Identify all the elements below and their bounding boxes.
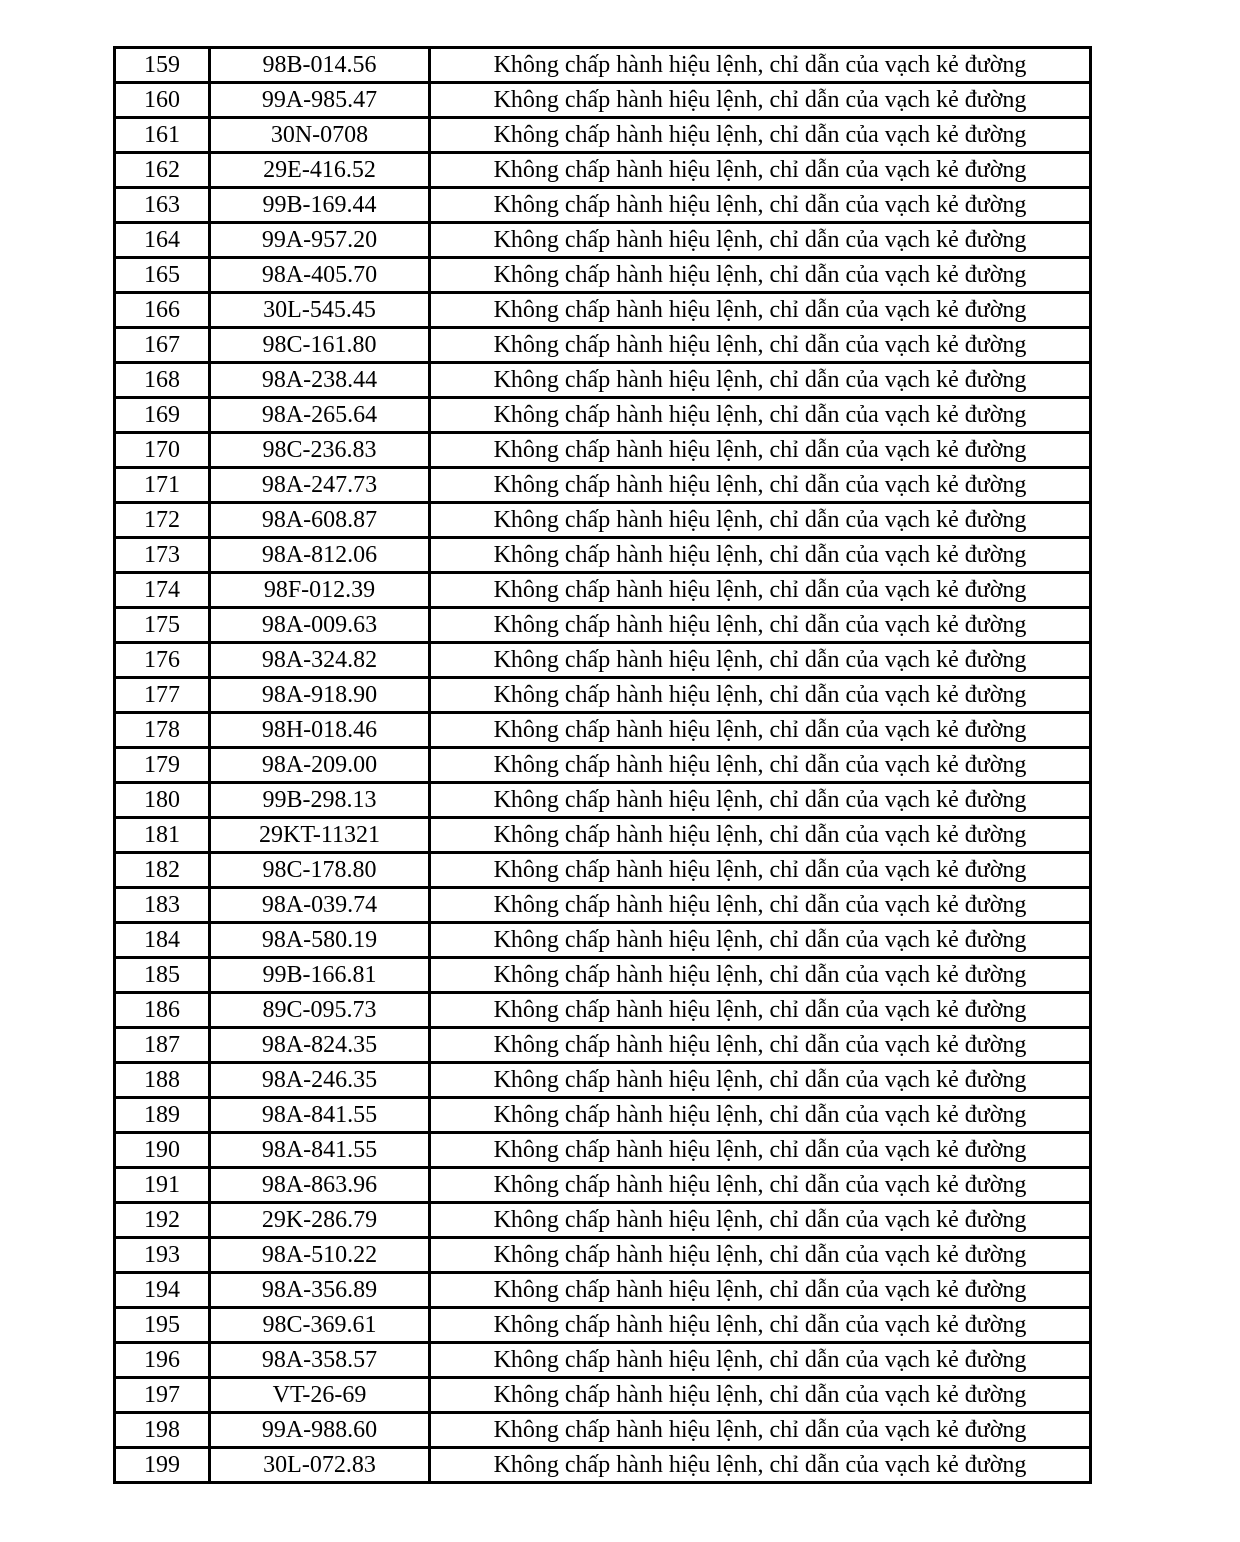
row-violation-cell: Không chấp hành hiệu lệnh, chỉ dẫn của vạch kẻ đường [430, 573, 1091, 608]
row-index-cell: 163 [115, 188, 210, 223]
table-row [115, 1308, 1091, 1343]
row-plate-cell: 89C-095.73 [210, 993, 430, 1028]
row-violation-cell: Không chấp hành hiệu lệnh, chỉ dẫn của vạch kẻ đường [430, 993, 1091, 1028]
row-violation-cell: Không chấp hành hiệu lệnh, chỉ dẫn của vạch kẻ đường [430, 958, 1091, 993]
row-violation-cell: Không chấp hành hiệu lệnh, chỉ dẫn của vạch kẻ đường [430, 258, 1091, 293]
row-violation-cell: Không chấp hành hiệu lệnh, chỉ dẫn của vạch kẻ đường [430, 293, 1091, 328]
table-row [115, 1273, 1091, 1308]
row-index-cell: 196 [115, 1343, 210, 1378]
row-violation-cell: Không chấp hành hiệu lệnh, chỉ dẫn của vạch kẻ đường [430, 1028, 1091, 1063]
row-plate-cell: 98A-324.82 [210, 643, 430, 678]
row-violation-cell: Không chấp hành hiệu lệnh, chỉ dẫn của vạch kẻ đường [430, 468, 1091, 503]
row-violation-cell: Không chấp hành hiệu lệnh, chỉ dẫn của vạch kẻ đường [430, 188, 1091, 223]
table-row [115, 1168, 1091, 1203]
row-violation-cell: Không chấp hành hiệu lệnh, chỉ dẫn của vạch kẻ đường [430, 1448, 1091, 1483]
row-plate-cell: 99B-166.81 [210, 958, 430, 993]
violation-table [113, 46, 1092, 1484]
row-plate-cell: 98A-510.22 [210, 1238, 430, 1273]
table-row [115, 328, 1091, 363]
table-row [115, 1063, 1091, 1098]
row-plate-cell: 30N-0708 [210, 118, 430, 153]
row-index-cell: 184 [115, 923, 210, 958]
table-row [115, 433, 1091, 468]
row-violation-cell: Không chấp hành hiệu lệnh, chỉ dẫn của vạch kẻ đường [430, 818, 1091, 853]
row-violation-cell: Không chấp hành hiệu lệnh, chỉ dẫn của vạch kẻ đường [430, 1238, 1091, 1273]
row-violation-cell: Không chấp hành hiệu lệnh, chỉ dẫn của vạch kẻ đường [430, 1413, 1091, 1448]
row-violation-cell: Không chấp hành hiệu lệnh, chỉ dẫn của vạch kẻ đường [430, 1273, 1091, 1308]
row-plate-cell: 99B-169.44 [210, 188, 430, 223]
row-index-cell: 168 [115, 363, 210, 398]
row-index-cell: 187 [115, 1028, 210, 1063]
row-index-cell: 167 [115, 328, 210, 363]
row-violation-cell: Không chấp hành hiệu lệnh, chỉ dẫn của vạch kẻ đường [430, 1098, 1091, 1133]
row-index-cell: 191 [115, 1168, 210, 1203]
row-violation-cell: Không chấp hành hiệu lệnh, chỉ dẫn của vạch kẻ đường [430, 118, 1091, 153]
row-index-cell: 198 [115, 1413, 210, 1448]
row-index-cell: 171 [115, 468, 210, 503]
row-plate-cell: 98A-918.90 [210, 678, 430, 713]
table-row [115, 853, 1091, 888]
table-row [115, 223, 1091, 258]
row-violation-cell: Không chấp hành hiệu lệnh, chỉ dẫn của vạch kẻ đường [430, 1343, 1091, 1378]
row-violation-cell: Không chấp hành hiệu lệnh, chỉ dẫn của vạch kẻ đường [430, 853, 1091, 888]
row-violation-cell: Không chấp hành hiệu lệnh, chỉ dẫn của vạch kẻ đường [430, 363, 1091, 398]
row-index-cell: 159 [115, 48, 210, 83]
row-plate-cell: 98A-405.70 [210, 258, 430, 293]
row-index-cell: 162 [115, 153, 210, 188]
table-row [115, 83, 1091, 118]
row-plate-cell: 30L-545.45 [210, 293, 430, 328]
row-index-cell: 189 [115, 1098, 210, 1133]
row-plate-cell: 98A-863.96 [210, 1168, 430, 1203]
row-index-cell: 173 [115, 538, 210, 573]
row-index-cell: 194 [115, 1273, 210, 1308]
row-plate-cell: 98A-009.63 [210, 608, 430, 643]
row-violation-cell: Không chấp hành hiệu lệnh, chỉ dẫn của vạch kẻ đường [430, 748, 1091, 783]
table-row [115, 993, 1091, 1028]
row-plate-cell: 29KT-11321 [210, 818, 430, 853]
row-index-cell: 183 [115, 888, 210, 923]
row-violation-cell: Không chấp hành hiệu lệnh, chỉ dẫn của vạch kẻ đường [430, 223, 1091, 258]
row-plate-cell: 98C-236.83 [210, 433, 430, 468]
row-plate-cell: 98A-356.89 [210, 1273, 430, 1308]
row-violation-cell: Không chấp hành hiệu lệnh, chỉ dẫn của vạch kẻ đường [430, 1308, 1091, 1343]
row-plate-cell: 98F-012.39 [210, 573, 430, 608]
row-violation-cell: Không chấp hành hiệu lệnh, chỉ dẫn của vạch kẻ đường [430, 48, 1091, 83]
row-index-cell: 179 [115, 748, 210, 783]
table-row [115, 363, 1091, 398]
table-row [115, 678, 1091, 713]
row-plate-cell: 98C-161.80 [210, 328, 430, 363]
row-index-cell: 170 [115, 433, 210, 468]
table-row [115, 1203, 1091, 1238]
row-plate-cell: 98A-824.35 [210, 1028, 430, 1063]
row-index-cell: 188 [115, 1063, 210, 1098]
row-violation-cell: Không chấp hành hiệu lệnh, chỉ dẫn của vạch kẻ đường [430, 608, 1091, 643]
row-plate-cell: 98A-812.06 [210, 538, 430, 573]
row-plate-cell: 98B-014.56 [210, 48, 430, 83]
table-row [115, 573, 1091, 608]
row-violation-cell: Không chấp hành hiệu lệnh, chỉ dẫn của vạch kẻ đường [430, 643, 1091, 678]
row-plate-cell: 99B-298.13 [210, 783, 430, 818]
row-index-cell: 161 [115, 118, 210, 153]
table-row [115, 188, 1091, 223]
row-plate-cell: 98A-580.19 [210, 923, 430, 958]
table-row [115, 118, 1091, 153]
row-index-cell: 185 [115, 958, 210, 993]
row-index-cell: 192 [115, 1203, 210, 1238]
row-index-cell: 197 [115, 1378, 210, 1413]
row-index-cell: 169 [115, 398, 210, 433]
row-plate-cell: 98H-018.46 [210, 713, 430, 748]
table-row [115, 713, 1091, 748]
row-index-cell: 181 [115, 818, 210, 853]
row-index-cell: 175 [115, 608, 210, 643]
table-row [115, 48, 1091, 83]
violation-table-body [115, 48, 1091, 1483]
table-row [115, 923, 1091, 958]
row-plate-cell: 29E-416.52 [210, 153, 430, 188]
row-index-cell: 180 [115, 783, 210, 818]
row-violation-cell: Không chấp hành hiệu lệnh, chỉ dẫn của vạch kẻ đường [430, 678, 1091, 713]
row-violation-cell: Không chấp hành hiệu lệnh, chỉ dẫn của vạch kẻ đường [430, 1063, 1091, 1098]
row-plate-cell: 98A-265.64 [210, 398, 430, 433]
row-plate-cell: 99A-957.20 [210, 223, 430, 258]
row-violation-cell: Không chấp hành hiệu lệnh, chỉ dẫn của vạch kẻ đường [430, 888, 1091, 923]
table-row [115, 1133, 1091, 1168]
table-row [115, 1098, 1091, 1133]
row-plate-cell: 99A-985.47 [210, 83, 430, 118]
table-row [115, 1343, 1091, 1378]
table-row [115, 783, 1091, 818]
table-row [115, 1028, 1091, 1063]
row-plate-cell: 98A-209.00 [210, 748, 430, 783]
row-index-cell: 193 [115, 1238, 210, 1273]
table-row [115, 258, 1091, 293]
row-plate-cell: VT-26-69 [210, 1378, 430, 1413]
row-plate-cell: 98A-358.57 [210, 1343, 430, 1378]
row-plate-cell: 29K-286.79 [210, 1203, 430, 1238]
table-row [115, 538, 1091, 573]
row-plate-cell: 98C-178.80 [210, 853, 430, 888]
row-index-cell: 174 [115, 573, 210, 608]
row-violation-cell: Không chấp hành hiệu lệnh, chỉ dẫn của vạch kẻ đường [430, 83, 1091, 118]
row-index-cell: 177 [115, 678, 210, 713]
row-plate-cell: 98A-247.73 [210, 468, 430, 503]
table-row [115, 1413, 1091, 1448]
table-row [115, 503, 1091, 538]
row-violation-cell: Không chấp hành hiệu lệnh, chỉ dẫn của vạch kẻ đường [430, 1203, 1091, 1238]
row-violation-cell: Không chấp hành hiệu lệnh, chỉ dẫn của vạch kẻ đường [430, 1133, 1091, 1168]
table-row [115, 888, 1091, 923]
row-plate-cell: 99A-988.60 [210, 1413, 430, 1448]
table-row [115, 398, 1091, 433]
row-plate-cell: 98A-039.74 [210, 888, 430, 923]
row-plate-cell: 30L-072.83 [210, 1448, 430, 1483]
row-index-cell: 164 [115, 223, 210, 258]
row-index-cell: 160 [115, 83, 210, 118]
row-violation-cell: Không chấp hành hiệu lệnh, chỉ dẫn của vạch kẻ đường [430, 433, 1091, 468]
row-violation-cell: Không chấp hành hiệu lệnh, chỉ dẫn của vạch kẻ đường [430, 783, 1091, 818]
row-index-cell: 195 [115, 1308, 210, 1343]
table-row [115, 153, 1091, 188]
table-row [115, 293, 1091, 328]
row-violation-cell: Không chấp hành hiệu lệnh, chỉ dẫn của vạch kẻ đường [430, 538, 1091, 573]
row-index-cell: 172 [115, 503, 210, 538]
row-violation-cell: Không chấp hành hiệu lệnh, chỉ dẫn của vạch kẻ đường [430, 713, 1091, 748]
row-violation-cell: Không chấp hành hiệu lệnh, chỉ dẫn của vạch kẻ đường [430, 328, 1091, 363]
row-violation-cell: Không chấp hành hiệu lệnh, chỉ dẫn của vạch kẻ đường [430, 1168, 1091, 1203]
table-row [115, 1378, 1091, 1413]
row-index-cell: 166 [115, 293, 210, 328]
row-plate-cell: 98A-246.35 [210, 1063, 430, 1098]
row-index-cell: 199 [115, 1448, 210, 1483]
row-index-cell: 165 [115, 258, 210, 293]
row-index-cell: 186 [115, 993, 210, 1028]
row-index-cell: 178 [115, 713, 210, 748]
row-index-cell: 190 [115, 1133, 210, 1168]
row-violation-cell: Không chấp hành hiệu lệnh, chỉ dẫn của vạch kẻ đường [430, 503, 1091, 538]
row-plate-cell: 98C-369.61 [210, 1308, 430, 1343]
table-row [115, 1238, 1091, 1273]
row-violation-cell: Không chấp hành hiệu lệnh, chỉ dẫn của vạch kẻ đường [430, 1378, 1091, 1413]
row-plate-cell: 98A-841.55 [210, 1133, 430, 1168]
row-violation-cell: Không chấp hành hiệu lệnh, chỉ dẫn của vạch kẻ đường [430, 153, 1091, 188]
row-violation-cell: Không chấp hành hiệu lệnh, chỉ dẫn của vạch kẻ đường [430, 398, 1091, 433]
table-row [115, 608, 1091, 643]
table-row [115, 1448, 1091, 1483]
table-row [115, 818, 1091, 853]
table-row [115, 468, 1091, 503]
row-plate-cell: 98A-841.55 [210, 1098, 430, 1133]
table-row [115, 748, 1091, 783]
row-index-cell: 182 [115, 853, 210, 888]
row-plate-cell: 98A-238.44 [210, 363, 430, 398]
row-index-cell: 176 [115, 643, 210, 678]
table-row [115, 958, 1091, 993]
table-row [115, 643, 1091, 678]
row-violation-cell: Không chấp hành hiệu lệnh, chỉ dẫn của vạch kẻ đường [430, 923, 1091, 958]
row-plate-cell: 98A-608.87 [210, 503, 430, 538]
